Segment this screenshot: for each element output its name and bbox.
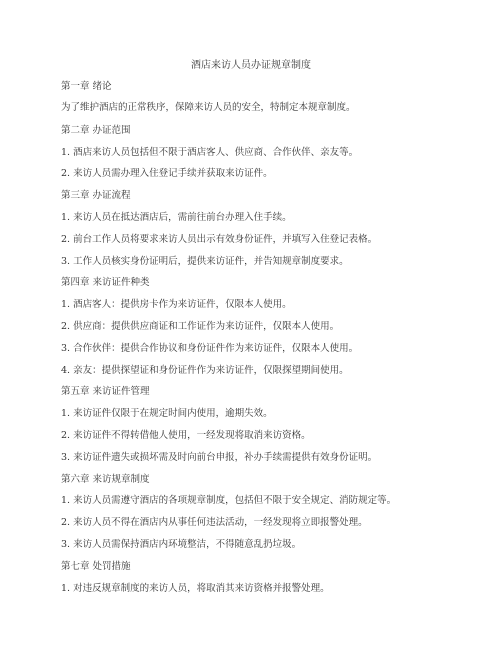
list-item: 1. 对违反规章制度的来访人员，将取消其来访资格并报警处理。 — [61, 583, 330, 594]
chapter-6-heading: 第六章 来访规章制度 — [61, 474, 150, 485]
list-item: 2. 供应商：提供供应商证和工作证作为来访证件，仅限本人使用。 — [61, 321, 340, 332]
chapter-4-heading: 第四章 来访证件种类 — [61, 277, 150, 288]
list-item: 2. 来访证件不得转借他人使用，一经发现将取消来访资格。 — [61, 430, 311, 441]
list-item: 1. 酒店客人：提供房卡作为来访证件，仅限本人使用。 — [61, 299, 292, 310]
paragraph: 为了维护酒店的正常秩序，保障来访人员的安全，特制定本规章制度。 — [61, 102, 356, 113]
list-item: 2. 前台工作人员将要求来访人员出示有效身份证件，并填写入住登记表格。 — [61, 234, 378, 245]
document-title: 酒店来访人员办证规章制度 — [191, 60, 311, 71]
chapter-2-heading: 第二章 办证范围 — [61, 125, 131, 136]
list-item: 1. 来访人员在抵达酒店后，需前往前台办理入住手续。 — [61, 212, 292, 223]
chapter-3-heading: 第三章 办证流程 — [61, 190, 131, 201]
list-item: 1. 酒店来访人员包括但不限于酒店客人、供应商、合作伙伴、亲友等。 — [61, 147, 359, 158]
chapter-5-heading: 第五章 来访证件管理 — [61, 386, 150, 397]
list-item: 3. 来访人员需保持酒店内环境整洁，不得随意乱扔垃圾。 — [61, 539, 302, 550]
list-item: 1. 来访证件仅限于在规定时间内使用，逾期失效。 — [61, 408, 273, 419]
chapter-7-heading: 第七章 处罚措施 — [61, 561, 131, 572]
list-item: 3. 来访证件遗失或损坏需及时向前台申报，补办手续需提供有效身份证明。 — [61, 452, 378, 463]
list-item: 4. 亲友：提供探望证和身份证件作为来访证件，仅限探望期间使用。 — [61, 365, 349, 376]
list-item: 2. 来访人员不得在酒店内从事任何违法活动，一经发现将立即报警处理。 — [61, 517, 368, 528]
list-item: 3. 合作伙伴：提供合作协议和身份证件作为来访证件，仅限本人使用。 — [61, 343, 359, 354]
chapter-1-heading: 第一章 绪论 — [61, 81, 112, 92]
list-item: 2. 来访人员需办理入住登记手续并获取来访证件。 — [61, 168, 273, 179]
list-item: 1. 来访人员需遵守酒店的各项规章制度，包括但不限于安全规定、消防规定等。 — [61, 495, 397, 506]
list-item: 3. 工作人员核实身份证明后，提供来访证件，并告知规章制度要求。 — [61, 256, 349, 267]
